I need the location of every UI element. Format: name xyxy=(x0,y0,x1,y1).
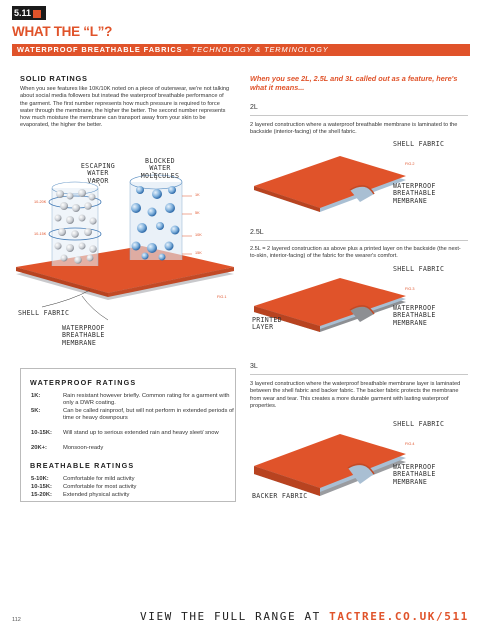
fig-4-label: FIG.4 xyxy=(405,442,415,446)
br-row xyxy=(31,476,237,484)
ring-label-1k: 1K xyxy=(195,193,200,197)
br-value: Comfortable for mild activity xyxy=(63,476,135,482)
solid-ratings-body: When you see features like 10K/10K noted on a piece of outerwear, we're not talking about social media followers but instead the waterproof breathable performance of the garment. The first number represents how much pressure is required to force water through the membrane, the higher the better. The second number represents how much moisture the membrane can transport away from your skin to be evaporated, the higher the better. xyxy=(20,86,230,129)
footer-cta-text: VIEW THE FULL RANGE AT xyxy=(140,610,330,623)
wp-row xyxy=(31,445,237,453)
band-rest: TECHNOLOGY & TERMINOLOGY xyxy=(191,45,329,54)
divider-2l xyxy=(250,115,468,116)
wp-key: 5K: xyxy=(31,408,41,414)
label-25l: 2.5L xyxy=(250,229,264,236)
br-value: Comfortable for most activity xyxy=(63,484,137,490)
footer-cta xyxy=(140,610,469,623)
wp-value: Can be called rainproof, but will not perform in extended periods of time or heavy downpours xyxy=(63,408,234,422)
wp-row xyxy=(31,393,237,408)
ring-label-10k: 10K xyxy=(195,233,202,237)
label-2l: 2L xyxy=(250,104,258,111)
desc-2l: 2 layered construction where a waterproof breathable membrane is laminated to the backside (interior-facing) of the shell fabric. xyxy=(250,122,458,136)
fig-2-label: FIG.2 xyxy=(405,162,415,166)
wp-key: 10-15K: xyxy=(31,430,52,436)
desc-25l: 2.5L = 2 layered construction as above plus a printed layer on the backside (the next-to-skin, interior-facing) of the fabric for the wearer's comfort. xyxy=(250,246,461,260)
footer-url[interactable]: TACTREE.CO.UK/511 xyxy=(329,610,469,623)
ring-label-left-top: 10-20K xyxy=(34,200,47,204)
divider-3l xyxy=(250,374,468,375)
logo-text: 5.11 xyxy=(14,8,32,18)
wp-row xyxy=(31,430,237,445)
flag-icon xyxy=(33,10,41,18)
band-separator: - xyxy=(182,45,192,54)
vapor-diagram xyxy=(12,150,244,365)
solid-ratings-heading: SOLID RATINGS xyxy=(20,74,88,83)
desc-3l: 3 layered construction where the waterproof breathable membrane layer is laminated between the shell fabric and backer fabric. The backer fabric protects the membrane from wear and tear. This creates a more durable garment with lasting waterproof properties. xyxy=(250,381,461,409)
wp-value: Rain resistant however briefly. Common rating for a garment with only a DWR coating. xyxy=(63,393,230,407)
printed-layer-label: PRINTED LAYER xyxy=(252,316,282,332)
shell-fabric-label: SHELL FABRIC xyxy=(18,309,70,317)
wp-value: Monsoon-ready xyxy=(63,445,104,451)
waterproof-ratings-title: WATERPROOF RATINGS xyxy=(30,378,137,387)
br-row xyxy=(31,484,237,492)
membrane-3l: WATERPROOF BREATHABLE MEMBRANE xyxy=(393,463,436,486)
membrane-25l: WATERPROOF BREATHABLE MEMBRANE xyxy=(393,304,436,327)
membrane-2l: WATERPROOF BREATHABLE MEMBRANE xyxy=(393,182,436,205)
band-bold: WATERPROOF BREATHABLE FABRICS xyxy=(17,45,183,54)
br-key: 15-20K: xyxy=(31,492,52,498)
wp-key: 20K+: xyxy=(31,445,47,451)
ratings-box xyxy=(20,368,236,502)
shell-fabric-2l: SHELL FABRIC xyxy=(393,140,445,148)
br-value: Extended physical activity xyxy=(63,492,130,498)
shell-fabric-3l: SHELL FABRIC xyxy=(393,420,445,428)
fig-1-label: FIG.1 xyxy=(217,295,227,299)
ring-label-5k: 5K xyxy=(195,211,200,215)
breathable-ratings-title: BREATHABLE RATINGS xyxy=(30,461,135,470)
shell-fabric-25l: SHELL FABRIC xyxy=(393,265,445,273)
fabric-2l-diagram xyxy=(250,150,410,216)
page-title: WHAT THE “L”? xyxy=(12,24,113,39)
page-number: 112 xyxy=(12,617,21,623)
ring-label-15k: 15K xyxy=(195,251,202,255)
label-3l: 3L xyxy=(250,363,258,370)
membrane-label: WATERPROOF BREATHABLE MEMBRANE xyxy=(62,324,105,347)
br-key: 10-15K: xyxy=(31,484,52,490)
blocked-molecules-label: BLOCKED WATER MOLECULES xyxy=(140,157,180,180)
br-key: 5-10K: xyxy=(31,476,49,482)
br-row xyxy=(31,492,237,500)
escaping-vapor-label: ESCAPING WATER VAPOR xyxy=(80,162,116,185)
fig-3-label: FIG.3 xyxy=(405,287,415,291)
fabric-3l-diagram xyxy=(250,428,410,500)
wp-key: 1K: xyxy=(31,393,41,399)
brand-logo xyxy=(12,6,46,20)
backer-fabric-label: BACKER FABRIC xyxy=(252,492,308,500)
wp-value: Will stand up to serious extended rain and heavy sleet/ snow xyxy=(63,430,219,436)
section-band xyxy=(12,44,470,56)
layers-callout: When you see 2L, 2.5L and 3L called out as a feature, here's what it means... xyxy=(250,74,458,92)
ring-label-left-mid: 10-15K xyxy=(34,232,47,236)
divider-25l xyxy=(250,240,468,241)
wp-row xyxy=(31,408,237,430)
